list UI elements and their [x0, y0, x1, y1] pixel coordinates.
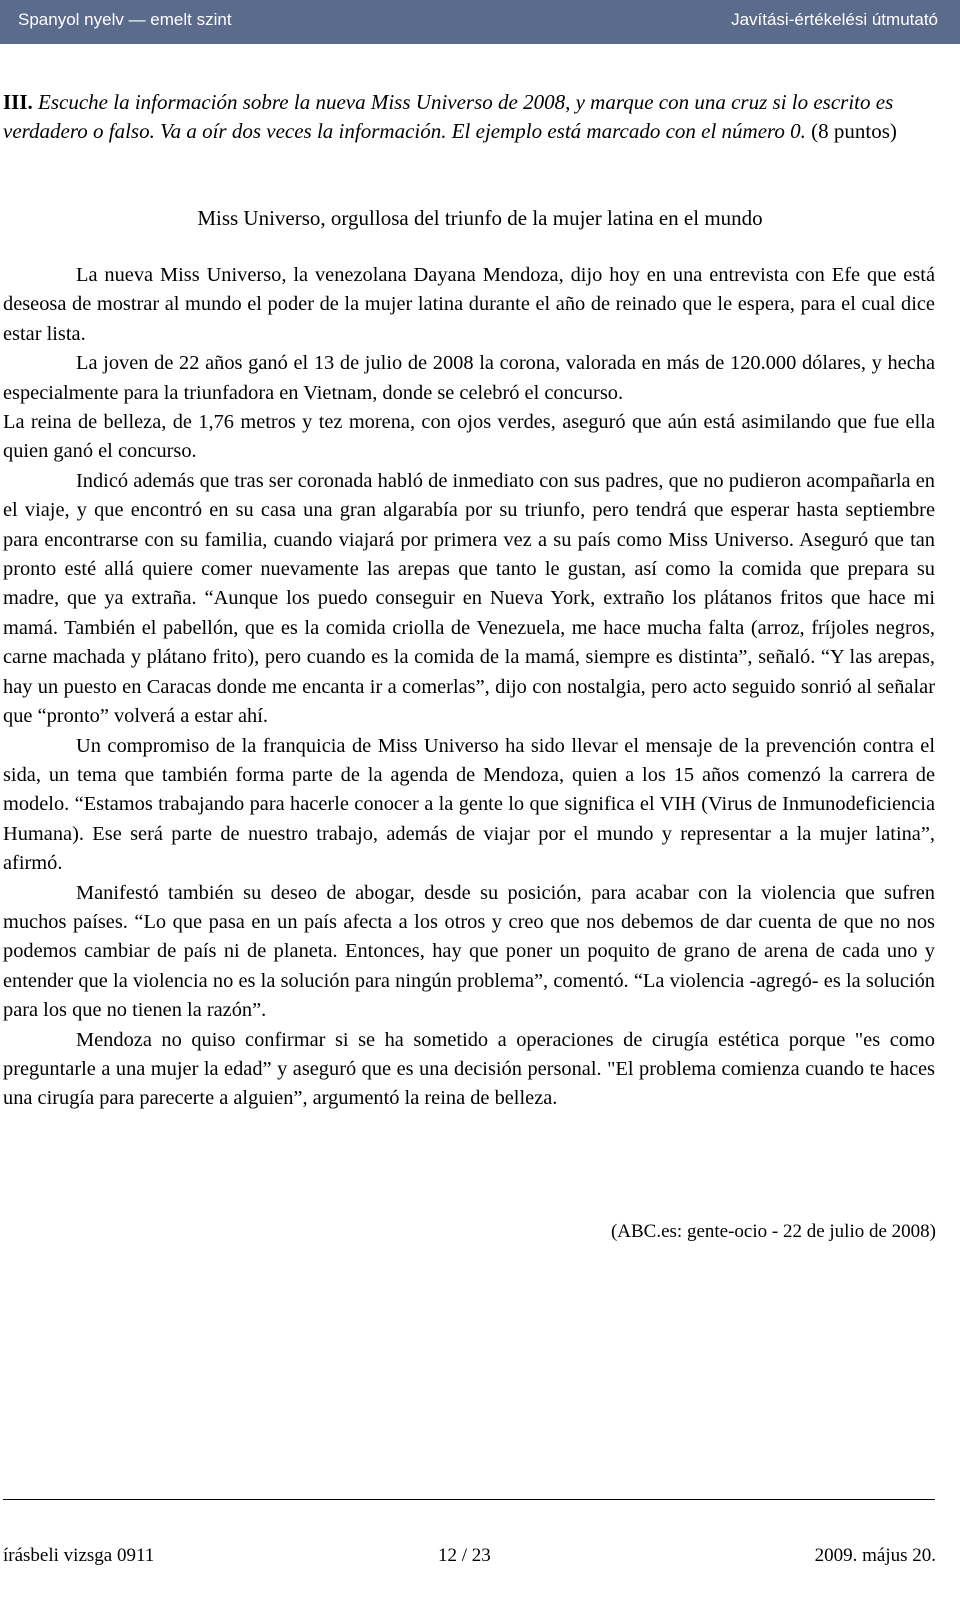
article-paragraph: La nueva Miss Universo, la venezolana Dayana Mendoza, dijo hoy en una entrevista con Efe que está deseosa de mostrar al mundo el poder de la mujer latina durante el año de reinado que le espera, para el cual dice estar lista.	[3, 264, 935, 345]
article-paragraph: La joven de 22 años ganó el 13 de julio de 2008 la corona, valorada en más de 120.000 dólares, y hecha especialmente para la triunfadora en Vietnam, donde se celebró el concurso.	[3, 352, 935, 404]
article-title: Miss Universo, orgullosa del triunfo de la mujer latina en el mundo	[197, 206, 763, 230]
article-paragraph: Un compromiso de la franquicia de Miss Universo ha sido llevar el mensaje de la prevención contra el sida, un tema que también forma parte de la agenda de Mendoza, quien a los 15 años comenzó la carrera de modelo. “Estamos trabajando para hacerle conocer a la gente lo que significa el VIH (Virus de Inmunodeficiencia Humana). Ese será parte de nuestro trabajo, además de viajar por el mundo y representar a la mujer latina”, afirmó.	[3, 734, 935, 875]
article-body	[3, 261, 935, 1114]
header-guide-title: Javítási-értékelési útmutató	[731, 10, 938, 29]
task-number: III.	[3, 90, 33, 114]
task-text: Escuche la información sobre la nueva Miss Universo de 2008, y marque con una cruz si lo escrito es verdadero o falso. Va a oír dos veces la información. El ejemplo está marcado con el número 0.	[3, 90, 894, 143]
article-paragraph: La reina de belleza, de 1,76 metros y tez morena, con ojos verdes, aseguró que aún está asimilando que fue ella quien ganó el concurso.	[3, 411, 935, 463]
page-header	[0, 0, 960, 44]
task-instruction	[3, 88, 933, 146]
task-points: (8 puntos)	[811, 119, 897, 143]
article-paragraph: Mendoza no quiso confirmar si se ha sometido a operaciones de cirugía estética porque "es como preguntarle a una mujer la edad” y aseguró que es una decisión personal. "El problema comienza cuando te haces una cirugía para parecerte a alguien”, argumentó la reina de belleza.	[3, 1028, 935, 1110]
article-paragraph: Manifestó también su deseo de abogar, desde su posición, para acabar con la violencia que sufren muchos países. “Lo que pasa en un país afecta a los otros y creo que nos debemos de dar cuenta de que no nos podemos cambiar de país ni de planeta. Entonces, hay que poner un poquito de grano de arena de cada uno y entender que la violencia no es la solución para ningún problema”, comentó. “La violencia -agregó- es la solución para los que no tienen la razón”.	[3, 881, 935, 1022]
footer-exam-code: írásbeli vizsga 0911	[3, 1545, 155, 1566]
footer-page-number: 12 / 23	[438, 1545, 491, 1566]
footer-divider	[3, 1499, 935, 1500]
article-source: (ABC.es: gente-ocio - 22 de julio de 2008)	[610, 1221, 936, 1242]
article-paragraph: Indicó además que tras ser coronada habló de inmediato con sus padres, que no pudieron acompañarla en el viaje, y que encontró en su casa una gran algarabía por su triunfo, pero tendrá que esperar hasta septiembre para encontrarse con su familia, cuando viajará por primera vez a su país como Miss Universo. Aseguró que tan pronto esté allá quiere comer nuevamente las arepas que tanto le gustan, así como la comida que prepara su madre, que ya extraña. “Aunque los puedo conseguir en Nueva York, extraño los plátanos fritos que hace mi mamá. También el pabellón, que es la comida criolla de Venezuela, me hace mucha falta (arroz, fríjoles negros, carne machada y plátano frito), pero cuando es la comida de la mamá, siempre es distinta”, señaló. “Y las arepas, hay un puesto en Caracas donde me encanta ir a comerlas”, dijo con nostalgia, pero acto seguido sonrió al señalar que “pronto” volverá a estar ahí.	[3, 469, 935, 728]
footer-date: 2009. május 20.	[814, 1545, 936, 1566]
header-subject: Spanyol nyelv — emelt szint	[18, 10, 232, 29]
